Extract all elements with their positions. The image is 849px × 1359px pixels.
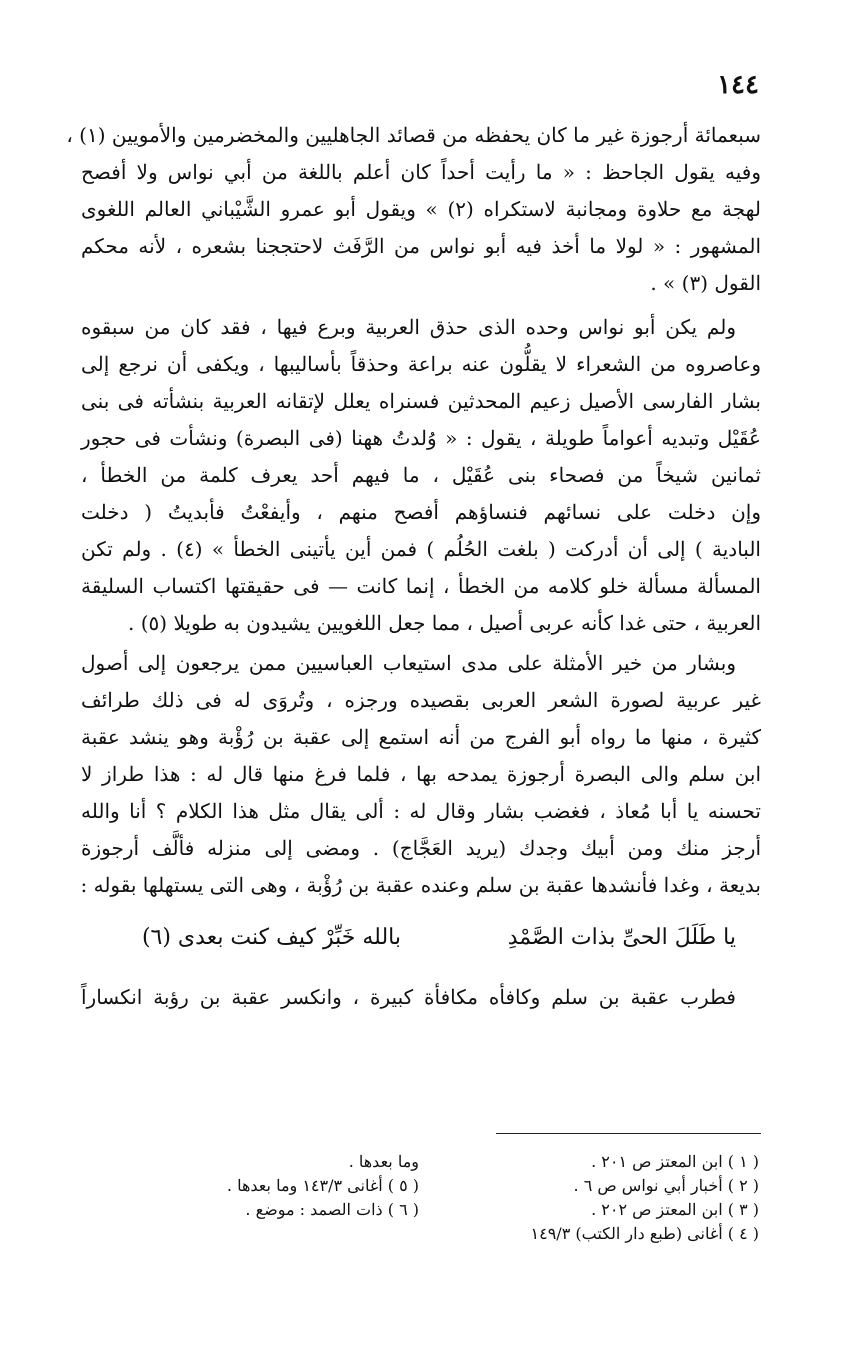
body-line: كثيرة ، منها ما رواه أبو الفرج من أنه استمع إلى عقبة بن رُؤْبة وهو ينشد عقبة — [81, 725, 761, 749]
body-line: ولم يكن أبو نواس وحده الذى حذق العربية وبرع فيها ، فقد كان من سبقوه — [81, 315, 736, 339]
body-line: لهجة مع حلاوة ومجانبة لاستكراه (٢) » ويقول أبو عمرو الشَّيْباني العالم اللغوى — [81, 197, 761, 221]
footnote-3: ( ٣ ) ابن المعتز ص ٢٠٢ . — [591, 1200, 759, 1219]
body-line: البادية ) إلى أن أدركت ( بلغت الحُلُم ) فمن أين يأتينى الخطأ » (٤) . ولم تكن — [81, 537, 761, 561]
body-line: سبعمائة أرجوزة غير ما كان يحفظه من قصائد الجاهليين والمخضرمين والأمويين (١) ، — [66, 123, 761, 147]
body-line: المشهور : « لولا ما أخذ فيه أبو نواس من الرَّفَث لاحتججنا بشعره ، لأنه محكم — [81, 234, 761, 258]
verse-second-hemistich: بالله خَبِّرْ كيف كنت بعدى (٦) — [141, 925, 401, 950]
body-line: بشار الفارسى الأصيل زعيم المحدثين فسنراه يعلل لإتقانه العربية بنشأته فى بنى — [81, 389, 761, 413]
footnote-2: ( ٢ ) أخبار أبي نواس ص ٦ . — [573, 1176, 759, 1195]
footnote-4: ( ٤ ) أغانى (طبع دار الكتب) ١٤٩/٣ — [530, 1224, 759, 1243]
footnote-5: ( ٥ ) أغانى ١٤٣/٣ وما بعدها . — [226, 1176, 419, 1195]
body-line: وفيه يقول الجاحظ : « ما رأيت أحداً كان أعلم باللغة من أبي نواس ولا أفصح — [81, 160, 761, 184]
footnote-divider — [496, 1133, 761, 1134]
body-line: أرجز منك ومن أبيك وجدك (يريد العَجَّاج) . ومضى إلى منزله فألَّف أرجوزة — [81, 836, 761, 860]
body-line: وبشار من خير الأمثلة على مدى استيعاب العباسيين ممن يرجعون إلى أصول — [81, 651, 736, 675]
verse-first-hemistich: يا طَلَلَ الحىِّ بذات الصَّمْدِ — [507, 925, 736, 950]
body-line: ابن سلم والى البصرة أرجوزة يمدحه بها ، فلما فرغ منها قال له : هذا طراز لا — [81, 762, 761, 786]
body-line: عُقَيْل وتبديه أعواماً طويلة ، يقول : « وُلدتُ ههنا (فى البصرة) ونشأت فى حجور — [81, 426, 761, 450]
footnote-continuation: وما بعدها . — [348, 1152, 419, 1171]
body-line: القول (٣) » . — [650, 271, 761, 295]
body-line: العربية ، حتى غدا كأنه عربى أصيل ، مما جعل اللغويين يشيدون به طويلا (٥) . — [128, 611, 761, 635]
body-line: غير عربية لصورة الشعر العربى بقصيده ورجزه ، وتُروَى له فى ذلك طرائف — [81, 688, 761, 712]
body-line: ثمانين شيخاً من فصحاء بنى عُقَيْل ، ما فيهم أحد يعرف كلمة من الخطأ ، — [81, 463, 761, 487]
body-line: المسألة مسألة خلو كلامه من الخطأ ، إنما كانت — فى حقيقتها اكتساب السليقة — [81, 574, 761, 598]
footnote-1: ( ١ ) ابن المعتز ص ٢٠١ . — [591, 1152, 759, 1171]
footnote-6: ( ٦ ) ذات الصمد : موضع . — [245, 1200, 419, 1219]
body-line: وإن دخلت على نسائهم فنساؤهم أفصح منهم ، وأيفعْتُ فأبديتُ ( دخلت — [81, 500, 761, 524]
page-number: ١٤٤ — [717, 70, 759, 100]
body-line: فطرب عقبة بن سلم وكافأه مكافأة كبيرة ، وانكسر عقبة بن رؤبة انكساراً — [81, 985, 736, 1009]
body-line: بديعة ، وغدا فأنشدها عقبة بن سلم وعنده عقبة بن رُؤْبة ، وهى التى يستهلها بقوله : — [80, 873, 761, 897]
body-line: تحسنه يا أبا مُعاذ ، فغضب بشار وقال له : ألى يقال مثل هذا الكلام ؟ أنا والله — [81, 799, 761, 823]
body-line: وعاصروه من الشعراء لا يقلُّون عنه براعة وحذقاً بأساليبها ، ويكفى أن نرجع إلى — [81, 352, 761, 376]
poem-verse — [81, 918, 761, 958]
